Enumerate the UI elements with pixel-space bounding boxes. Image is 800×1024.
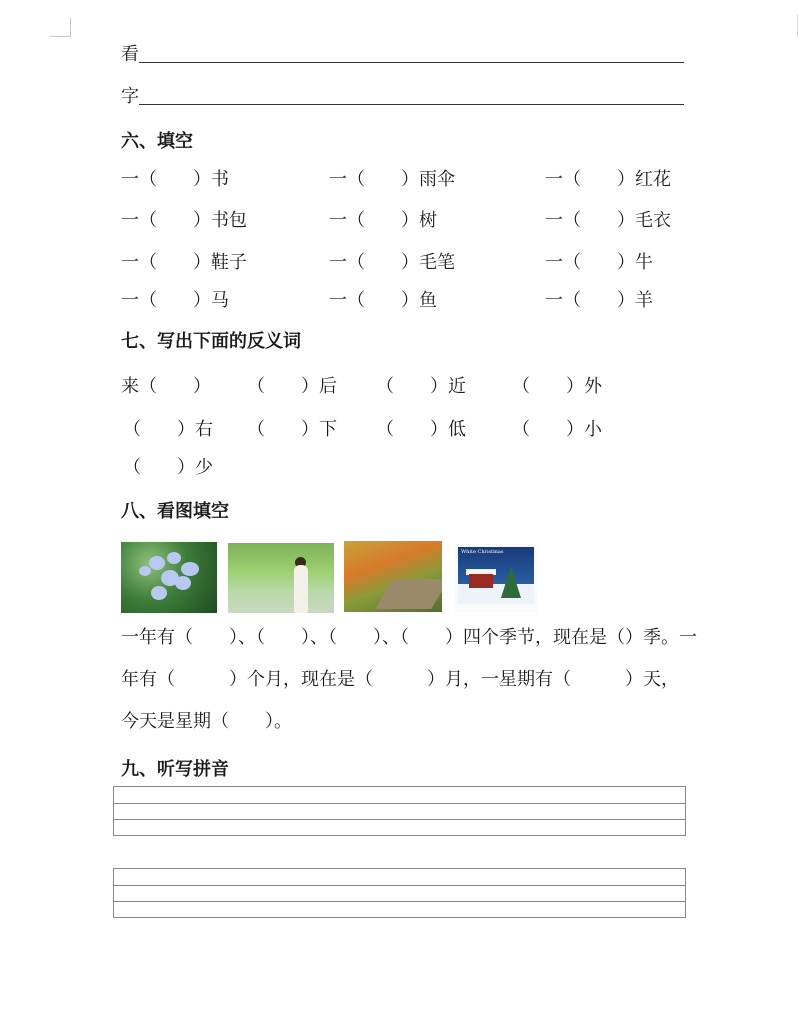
underline xyxy=(139,62,684,63)
fill-item: 一（ ）红花 xyxy=(545,169,671,190)
antonym-item: （ ）下 xyxy=(247,419,337,440)
antonym-item: （ ）右 xyxy=(123,419,213,440)
fill-item: 一（ ）雨伞 xyxy=(329,169,455,190)
antonym-item: 来（ ） xyxy=(121,376,211,397)
section-9-title: 九、听写拼音 xyxy=(121,759,229,780)
writing-line-zi xyxy=(121,82,684,108)
pinyin-writing-grid-2[interactable] xyxy=(113,868,686,918)
pinyin-writing-grid-1[interactable] xyxy=(113,786,686,836)
antonym-item: （ ）少 xyxy=(123,457,213,478)
grid-line xyxy=(114,901,685,902)
image-caption: White Christmas xyxy=(461,549,504,555)
page-edge-mark xyxy=(797,15,798,37)
grid-line xyxy=(114,803,685,804)
section-6-title: 六、填空 xyxy=(121,131,193,152)
writing-line-kan xyxy=(121,40,684,66)
section-7-title: 七、写出下面的反义词 xyxy=(121,331,301,352)
winter-snow-image xyxy=(455,544,537,612)
underline xyxy=(139,104,684,105)
summer-willow-image xyxy=(228,543,334,613)
fill-item: 一（ ）树 xyxy=(329,210,437,231)
antonym-item: （ ）后 xyxy=(247,376,337,397)
section-8-title: 八、看图填空 xyxy=(121,501,229,522)
fill-item: 一（ ）鱼 xyxy=(329,290,437,311)
autumn-forest-image xyxy=(344,541,442,612)
spring-flowers-image xyxy=(121,542,217,613)
fill-item: 一（ ）书 xyxy=(121,169,229,190)
season-fill-line-2: 年有（ ）个月，现在是（ ）月，一星期有（ ）天， xyxy=(121,669,679,690)
fill-item: 一（ ）鞋子 xyxy=(121,252,247,273)
antonym-item: （ ）外 xyxy=(512,376,602,397)
grid-line xyxy=(114,819,685,820)
fill-item: 一（ ）羊 xyxy=(545,290,653,311)
season-fill-line-3: 今天是星期（ ）。 xyxy=(121,711,292,732)
line-label: 看 xyxy=(121,44,139,65)
antonym-item: （ ）近 xyxy=(376,376,466,397)
line-label: 字 xyxy=(121,86,139,107)
fill-item: 一（ ）毛衣 xyxy=(545,210,671,231)
fill-item: 一（ ）毛笔 xyxy=(329,252,455,273)
fill-item: 一（ ）马 xyxy=(121,290,229,311)
antonym-item: （ ）小 xyxy=(512,419,602,440)
season-fill-line-1: 一年有（ ）、（ ）、（ ）、（ ）四个季节，现在是（）季。一 xyxy=(121,627,697,648)
grid-line xyxy=(114,885,685,886)
fill-item: 一（ ）书包 xyxy=(121,210,247,231)
fill-item: 一（ ）牛 xyxy=(545,252,653,273)
page-corner-mark xyxy=(50,18,71,37)
antonym-item: （ ）低 xyxy=(376,419,466,440)
